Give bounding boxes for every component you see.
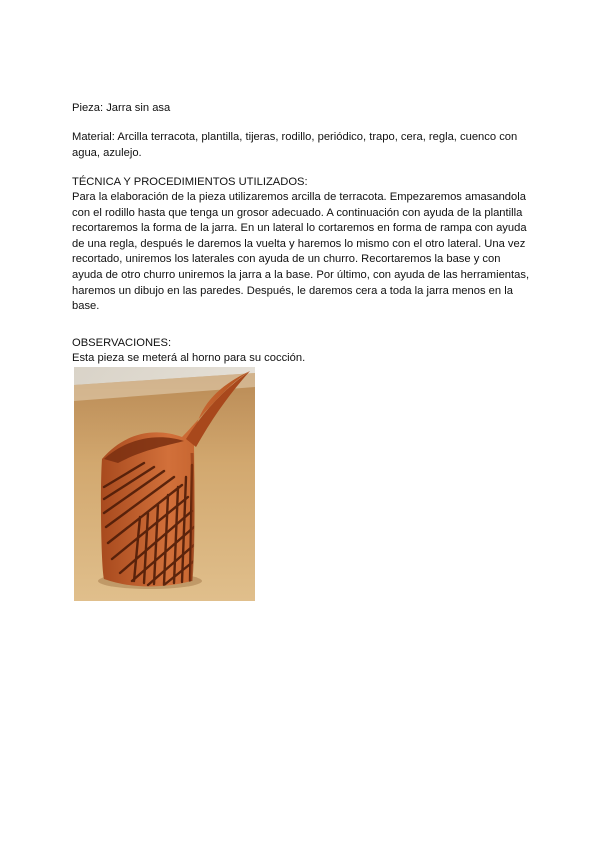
material-line: Material: Arcilla terracota, plantilla, tijeras, rodillo, periódico, trapo, cera, regla, cuenco con: [72, 131, 518, 143]
technique-line: haremos un dibujo en las paredes. Después, le daremos cera a toda la jarra menos en la: [72, 284, 513, 297]
observations-heading-text: OBSERVACIONES:: [72, 337, 172, 349]
piece-line: [72, 101, 532, 117]
technique-line: base.: [72, 300, 100, 313]
technique-line: recortado, uniremos los laterales con ayuda de un churro. Recortaremos la base y con: [72, 253, 501, 266]
observations-text: Esta pieza se meterá al horno para su cocción.: [72, 352, 306, 364]
observations-heading: [72, 336, 532, 352]
jar-photo: [74, 367, 255, 601]
piece-text: Pieza: Jarra sin asa: [72, 102, 171, 114]
technique-line: recortaremos la forma de la jarra. En un lateral lo cortaremos en forma de rampa con ayuda: [72, 222, 527, 235]
technique-heading: [72, 175, 532, 191]
technique-line: ayuda de otro churro uniremos la jarra a la base. Por último, con ayuda de las herramientas,: [72, 268, 530, 281]
technique-heading-text: TÉCNICA Y PROCEDIMIENTOS UTILIZADOS:: [72, 176, 308, 188]
observations-paragraph: [72, 351, 532, 367]
technique-line: Para la elaboración de la pieza utilizaremos arcilla de terracota. Empezaremos amasandola: [72, 191, 526, 203]
technique-line: de una regla, después le daremos la vuelta y haremos lo mismo con el otro lateral. Una vez: [72, 237, 526, 250]
technique-line: con el rodillo hasta que tenga un grosor adecuado. A continuación con ayuda de la plantilla: [72, 206, 523, 219]
material-paragraph: [72, 130, 532, 161]
technique-paragraph: [72, 190, 532, 315]
terracotta-jar-illustration: [74, 367, 255, 601]
material-line: agua, azulejo.: [72, 146, 142, 159]
